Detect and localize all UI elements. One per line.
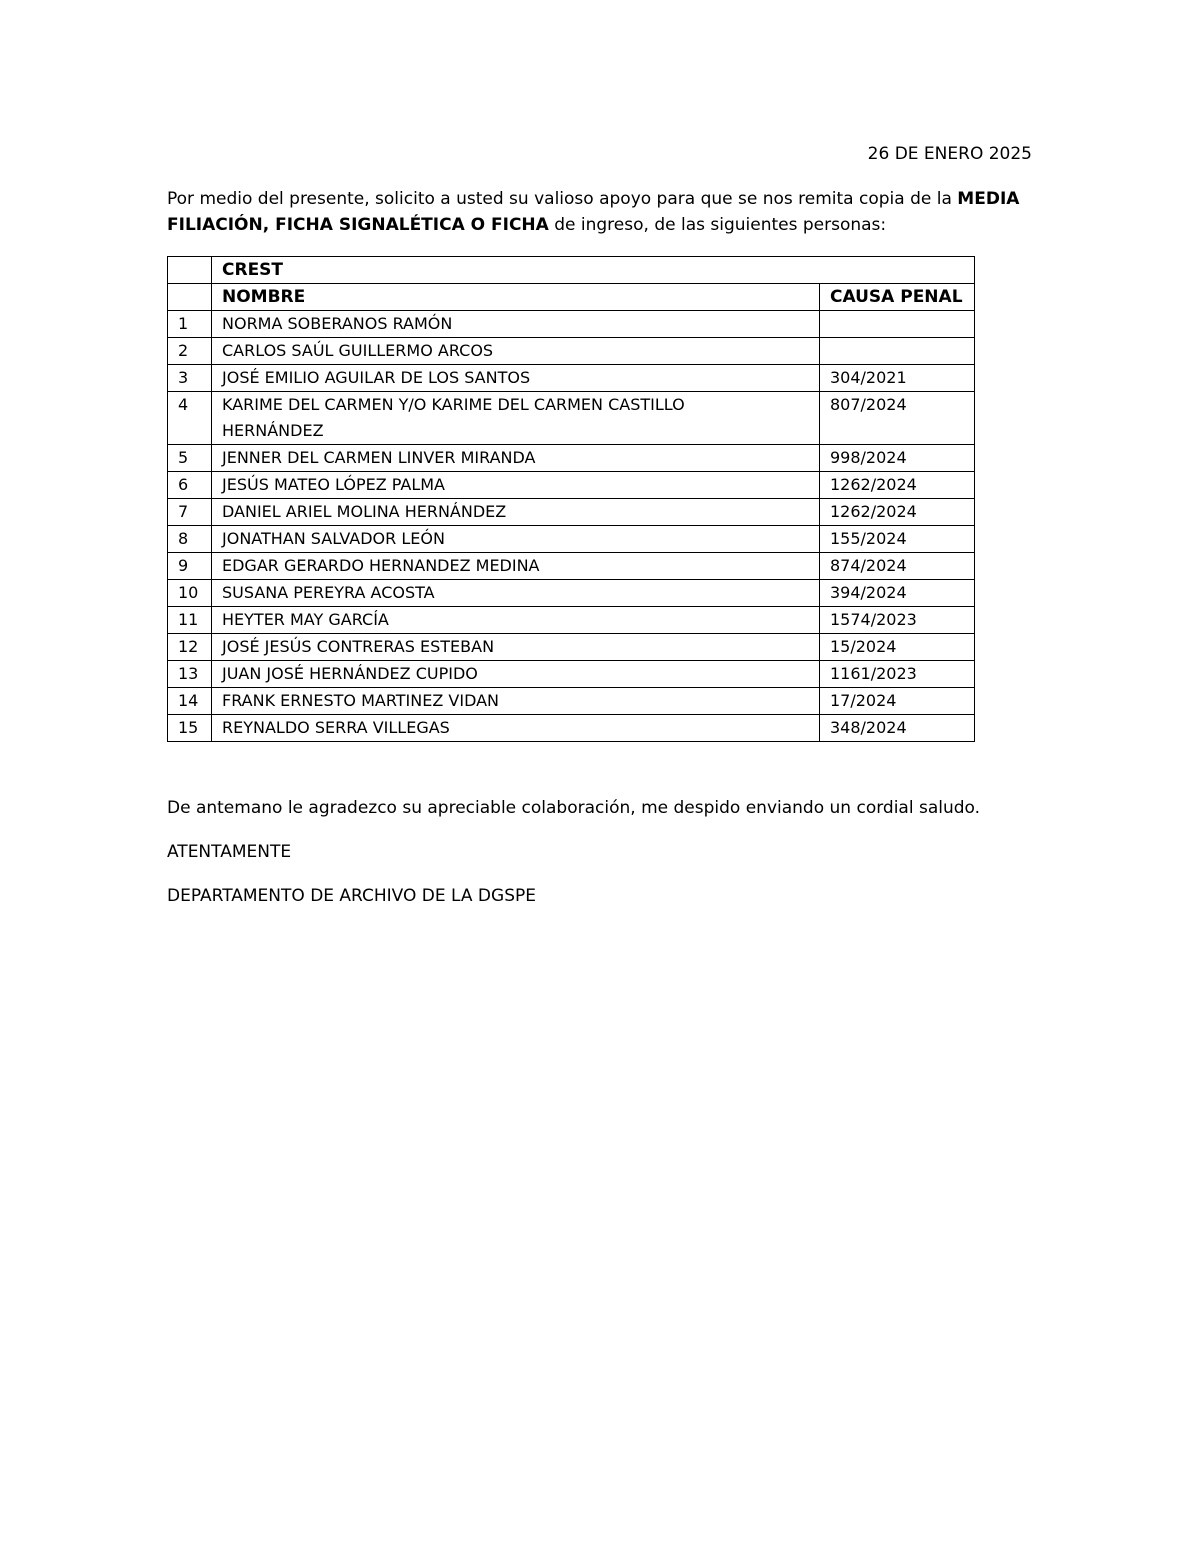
closing-paragraph: De antemano le agradezco su apreciable colaboración, me despido enviando un cordial saludo. [167, 798, 981, 818]
row-name: EDGAR GERARDO HERNANDEZ MEDINA [212, 553, 820, 580]
table-title: CREST [212, 257, 975, 284]
header-case: CAUSA PENAL [820, 284, 975, 311]
row-number: 10 [168, 580, 212, 607]
row-name: KARIME DEL CARMEN Y/O KARIME DEL CARMEN CASTILLO HERNÁNDEZ [212, 392, 820, 445]
row-number: 1 [168, 311, 212, 338]
table-row [168, 661, 975, 688]
row-case: 304/2021 [820, 365, 975, 392]
row-number: 2 [168, 338, 212, 365]
table-row [168, 311, 975, 338]
row-number: 12 [168, 634, 212, 661]
row-name: JONATHAN SALVADOR LEÓN [212, 526, 820, 553]
row-number: 6 [168, 472, 212, 499]
row-number: 3 [168, 365, 212, 392]
row-name: DANIEL ARIEL MOLINA HERNÁNDEZ [212, 499, 820, 526]
table-row [168, 445, 975, 472]
table-row [168, 553, 975, 580]
header-empty-cell [168, 284, 212, 311]
row-name: CARLOS SAÚL GUILLERMO ARCOS [212, 338, 820, 365]
row-number: 14 [168, 688, 212, 715]
row-name: HEYTER MAY GARCÍA [212, 607, 820, 634]
row-name: JUAN JOSÉ HERNÁNDEZ CUPIDO [212, 661, 820, 688]
intro-text-after: de ingreso, de las siguientes personas: [548, 215, 887, 235]
row-number: 13 [168, 661, 212, 688]
row-name: JENNER DEL CARMEN LINVER MIRANDA [212, 445, 820, 472]
row-case: 1161/2023 [820, 661, 975, 688]
row-number: 5 [168, 445, 212, 472]
row-name: REYNALDO SERRA VILLEGAS [212, 715, 820, 742]
row-case [820, 338, 975, 365]
row-number: 7 [168, 499, 212, 526]
table-title-row [168, 257, 975, 284]
intro-bold-text: MEDIA FILIACIÓN, FICHA SIGNALÉTICA O FICHA [167, 189, 1020, 235]
row-name: FRANK ERNESTO MARTINEZ VIDAN [212, 688, 820, 715]
table-row [168, 499, 975, 526]
row-name: SUSANA PEREYRA ACOSTA [212, 580, 820, 607]
row-number: 8 [168, 526, 212, 553]
row-case: 155/2024 [820, 526, 975, 553]
table-row [168, 392, 975, 445]
row-name: JOSÉ JESÚS CONTRERAS ESTEBAN [212, 634, 820, 661]
table-row [168, 607, 975, 634]
table-row [168, 580, 975, 607]
row-case: 807/2024 [820, 392, 975, 445]
department-name: DEPARTAMENTO DE ARCHIVO DE LA DGSPE [167, 886, 536, 906]
row-case: 348/2024 [820, 715, 975, 742]
table-row [168, 365, 975, 392]
row-case [820, 311, 975, 338]
row-case: 15/2024 [820, 634, 975, 661]
table-row [168, 338, 975, 365]
signoff-text: ATENTAMENTE [167, 842, 292, 862]
row-case: 1574/2023 [820, 607, 975, 634]
row-case: 394/2024 [820, 580, 975, 607]
row-number: 11 [168, 607, 212, 634]
row-case: 17/2024 [820, 688, 975, 715]
table-row [168, 472, 975, 499]
row-name: JESÚS MATEO LÓPEZ PALMA [212, 472, 820, 499]
table-row [168, 634, 975, 661]
row-case: 998/2024 [820, 445, 975, 472]
persons-table [167, 256, 975, 742]
row-case: 874/2024 [820, 553, 975, 580]
table-row [168, 715, 975, 742]
row-case: 1262/2024 [820, 499, 975, 526]
row-name: NORMA SOBERANOS RAMÓN [212, 311, 820, 338]
table-row [168, 526, 975, 553]
document-date: 26 DE ENERO 2025 [867, 144, 1032, 164]
table-header-row [168, 284, 975, 311]
table-row [168, 688, 975, 715]
row-name: JOSÉ EMILIO AGUILAR DE LOS SANTOS [212, 365, 820, 392]
row-number: 9 [168, 553, 212, 580]
title-empty-cell [168, 257, 212, 284]
intro-text-before: Por medio del presente, solicito a usted su valioso apoyo para que se nos remita copia de la [167, 189, 958, 209]
persons-table-body [168, 257, 975, 742]
row-number: 15 [168, 715, 212, 742]
row-number: 4 [168, 392, 212, 445]
header-name: NOMBRE [212, 284, 820, 311]
intro-paragraph [167, 186, 1027, 238]
row-case: 1262/2024 [820, 472, 975, 499]
